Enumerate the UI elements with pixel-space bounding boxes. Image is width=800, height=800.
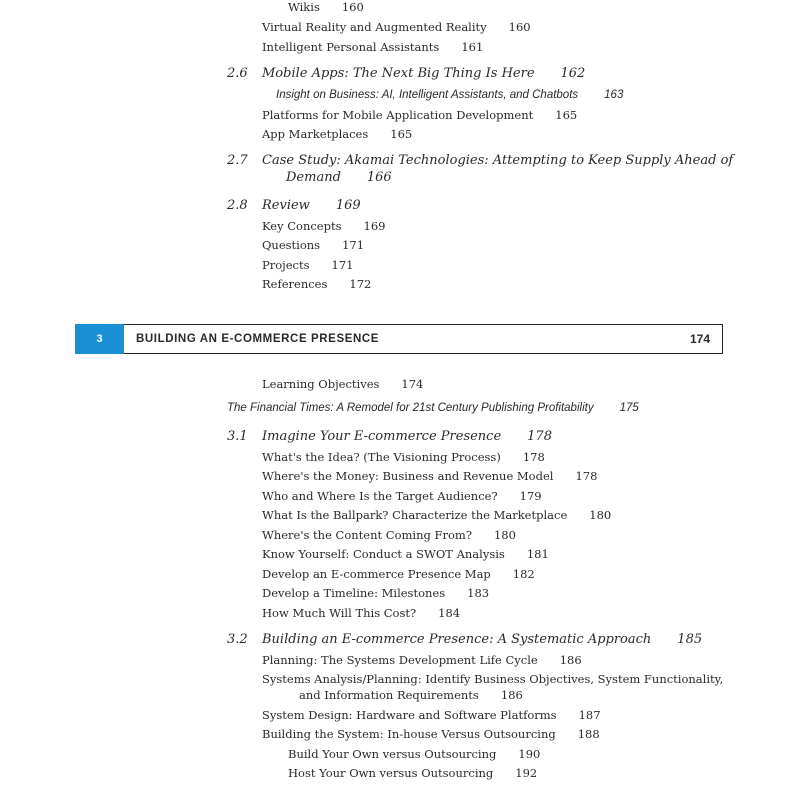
toc-entry bbox=[262, 238, 364, 252]
section-number: 3.2 bbox=[227, 632, 248, 647]
entry-title: What's the Idea? (The Visioning Process) bbox=[262, 450, 501, 464]
section-title-line1: Case Study: Akamai Technologies: Attempting to Keep Supply Ahead of bbox=[262, 153, 734, 168]
entry-title: Where's the Content Coming From? bbox=[262, 528, 472, 542]
entry-page: 172 bbox=[349, 277, 372, 291]
toc-entry bbox=[288, 0, 364, 14]
entry-page: 182 bbox=[512, 567, 535, 581]
entry-page: 184 bbox=[438, 606, 461, 620]
toc-entry bbox=[262, 450, 545, 464]
entry-page: 180 bbox=[493, 528, 516, 542]
entry-title: and Information Requirements bbox=[299, 688, 479, 702]
entry-page: 160 bbox=[341, 0, 364, 14]
entry-page: 161 bbox=[461, 40, 484, 54]
insight-page: 163 bbox=[604, 89, 624, 101]
toc-subentry bbox=[288, 747, 540, 761]
toc-entry bbox=[262, 528, 516, 542]
toc-entry bbox=[262, 489, 542, 503]
toc-entry bbox=[262, 108, 577, 122]
entry-page: 192 bbox=[515, 766, 538, 780]
chapter-number-box bbox=[75, 324, 124, 354]
opening-case-entry bbox=[227, 401, 639, 415]
entry-page: 183 bbox=[467, 586, 490, 600]
section-title: Review bbox=[262, 198, 310, 213]
toc-entry-cont bbox=[299, 688, 523, 702]
section-page: 166 bbox=[366, 170, 392, 185]
section-heading-cont bbox=[286, 170, 392, 186]
toc-entry bbox=[262, 377, 423, 391]
entry-title: Develop an E-commerce Presence Map bbox=[262, 567, 491, 581]
entry-title: Intelligent Personal Assistants bbox=[262, 40, 440, 54]
section-page: 162 bbox=[560, 66, 586, 81]
toc-entry bbox=[262, 277, 371, 291]
toc-subentry bbox=[288, 766, 537, 780]
chapter-banner bbox=[75, 324, 723, 354]
entry-title: How Much Will This Cost? bbox=[262, 606, 417, 620]
section-title-line2: Demand bbox=[286, 170, 341, 185]
section-title: Imagine Your E-commerce Presence bbox=[262, 429, 502, 444]
entry-page: 186 bbox=[559, 653, 582, 667]
entry-title: Host Your Own versus Outsourcing bbox=[288, 766, 494, 780]
chapter-title: BUILDING AN E-COMMERCE PRESENCE bbox=[136, 333, 380, 345]
section-page: 185 bbox=[677, 632, 703, 647]
chapter-number: 3 bbox=[96, 333, 103, 345]
toc-entry bbox=[262, 20, 531, 34]
opening-case-title: The Financial Times: A Remodel for 21st Century Publishing Profitability bbox=[227, 402, 594, 414]
toc-entry bbox=[262, 653, 582, 667]
entry-title: Virtual Reality and Augmented Reality bbox=[262, 20, 487, 34]
insight-entry bbox=[276, 88, 623, 102]
insight-title: Insight on Business: AI, Intelligent Assistants, and Chatbots bbox=[276, 89, 579, 101]
opening-case-page: 175 bbox=[619, 402, 639, 414]
toc-entry bbox=[262, 606, 460, 620]
section-number: 2.8 bbox=[227, 198, 248, 213]
toc-entry bbox=[262, 586, 489, 600]
section-page: 169 bbox=[335, 198, 361, 213]
toc-entry bbox=[262, 258, 353, 272]
entry-title: Where's the Money: Business and Revenue Model bbox=[262, 469, 554, 483]
section-title: Mobile Apps: The Next Big Thing Is Here bbox=[262, 66, 535, 81]
entry-page: 190 bbox=[518, 747, 541, 761]
entry-page: 181 bbox=[526, 547, 549, 561]
section-heading bbox=[262, 66, 585, 82]
entry-page: 178 bbox=[522, 450, 545, 464]
entry-title: Platforms for Mobile Application Development bbox=[262, 108, 534, 122]
entry-page: 186 bbox=[500, 688, 523, 702]
entry-title: Develop a Timeline: Milestones bbox=[262, 586, 446, 600]
entry-title: Questions bbox=[262, 238, 321, 252]
entry-page: 165 bbox=[390, 127, 413, 141]
entry-page: 169 bbox=[363, 219, 386, 233]
section-number: 3.1 bbox=[227, 429, 248, 444]
entry-title: Projects bbox=[262, 258, 310, 272]
toc-entry bbox=[262, 219, 385, 233]
chapter-page: 174 bbox=[689, 332, 710, 346]
entry-title: Learning Objectives bbox=[262, 377, 380, 391]
entry-title: References bbox=[262, 277, 328, 291]
entry-page: 178 bbox=[575, 469, 598, 483]
section-number: 2.7 bbox=[227, 153, 248, 168]
entry-page: 187 bbox=[578, 708, 601, 722]
entry-title: Planning: The Systems Development Life Cycle bbox=[262, 653, 538, 667]
toc-entry bbox=[262, 508, 611, 522]
entry-title: Key Concepts bbox=[262, 219, 342, 233]
entry-title: Build Your Own versus Outsourcing bbox=[288, 747, 497, 761]
entry-page: 180 bbox=[589, 508, 612, 522]
entry-title: Building the System: In-house Versus Outsourcing bbox=[262, 727, 556, 741]
entry-title: System Design: Hardware and Software Platforms bbox=[262, 708, 557, 722]
toc-entry bbox=[262, 708, 601, 722]
section-heading bbox=[262, 198, 361, 214]
toc-entry bbox=[262, 727, 600, 741]
toc-entry bbox=[262, 567, 535, 581]
entry-page: 171 bbox=[342, 238, 365, 252]
entry-title: App Marketplaces bbox=[262, 127, 369, 141]
entry-title: Systems Analysis/Planning: Identify Business Objectives, System Functionality, bbox=[262, 672, 724, 686]
toc-entry bbox=[262, 547, 549, 561]
entry-title: Who and Where Is the Target Audience? bbox=[262, 489, 498, 503]
section-heading bbox=[262, 632, 702, 648]
section-number: 2.6 bbox=[227, 66, 248, 81]
entry-page: 165 bbox=[555, 108, 578, 122]
section-page: 178 bbox=[527, 429, 552, 444]
entry-page: 160 bbox=[508, 20, 531, 34]
entry-page: 179 bbox=[519, 489, 542, 503]
toc-entry bbox=[262, 40, 483, 54]
entry-title: What Is the Ballpark? Characterize the Marketplace bbox=[262, 508, 568, 522]
entry-page: 174 bbox=[401, 377, 424, 391]
entry-title: Know Yourself: Conduct a SWOT Analysis bbox=[262, 547, 505, 561]
toc-entry bbox=[262, 127, 412, 141]
toc-entry bbox=[262, 672, 723, 686]
section-heading bbox=[262, 429, 552, 445]
entry-title: Wikis bbox=[288, 0, 320, 14]
section-title: Building an E-commerce Presence: A Systematic Approach bbox=[262, 632, 652, 647]
entry-page: 171 bbox=[331, 258, 354, 272]
toc-entry bbox=[262, 469, 597, 483]
entry-page: 188 bbox=[577, 727, 600, 741]
